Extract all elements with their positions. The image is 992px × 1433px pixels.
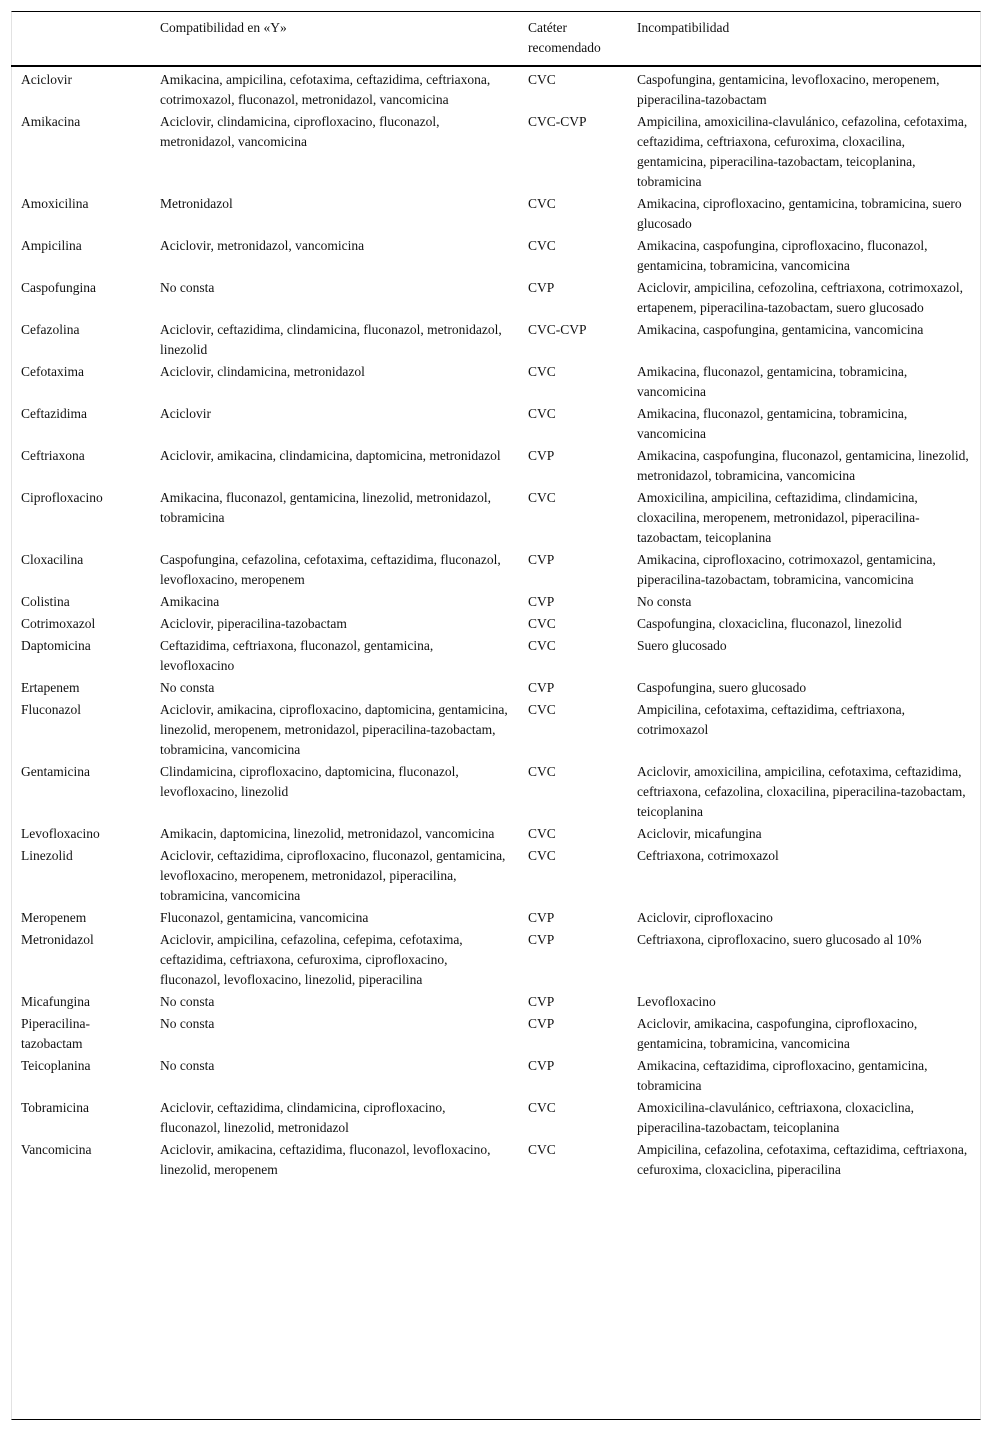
catheter-cell: CVP bbox=[528, 1058, 555, 1073]
incompatibility-cell: Amoxicilina-clavulánico, ceftriaxona, cloxaciclina, piperacilina-tazobactam, teicoplanina bbox=[637, 1100, 915, 1135]
drug-cell: Ceftriaxona bbox=[21, 448, 85, 463]
compatibility-cell: No consta bbox=[160, 994, 215, 1009]
drug-cell: Ciprofloxacino bbox=[21, 490, 103, 505]
incompatibility-cell: Amikacina, ceftazidima, ciprofloxacino, gentamicina, tobramicina bbox=[637, 1058, 928, 1093]
compatibility-cell: Metronidazol bbox=[160, 196, 233, 211]
compatibility-cell: No consta bbox=[160, 680, 215, 695]
table-row bbox=[11, 403, 981, 445]
catheter-cell: CVP bbox=[528, 910, 555, 925]
catheter-cell: CVC bbox=[528, 638, 556, 653]
catheter-cell: CVP bbox=[528, 994, 555, 1009]
table-row bbox=[11, 635, 981, 677]
drug-cell: Daptomicina bbox=[21, 638, 91, 653]
incompatibility-cell: Amikacina, caspofungina, fluconazol, gentamicina, linezolid, metronidazol, tobramicina, vancomicina bbox=[637, 448, 969, 483]
incompatibility-cell: Amikacina, fluconazol, gentamicina, tobramicina, vancomicina bbox=[637, 406, 908, 441]
incompatibility-cell: Amikacina, ciprofloxacino, cotrimoxazol, gentamicina, piperacilina-tazobactam, tobramicina, vancomicina bbox=[637, 552, 936, 587]
table-row bbox=[11, 235, 981, 277]
table-row bbox=[11, 111, 981, 193]
drug-cell: Metronidazol bbox=[21, 932, 94, 947]
table-row bbox=[11, 761, 981, 823]
table-row bbox=[11, 193, 981, 235]
catheter-cell: CVC bbox=[528, 826, 556, 841]
table-header bbox=[11, 12, 981, 66]
drug-cell: Colistina bbox=[21, 594, 70, 609]
table-row bbox=[11, 591, 981, 613]
catheter-cell: CVC bbox=[528, 848, 556, 863]
incompatibility-cell: Caspofungina, gentamicina, levofloxacino, meropenem, piperacilina-tazobactam bbox=[637, 72, 940, 107]
table-row bbox=[11, 677, 981, 699]
catheter-cell: CVC-CVP bbox=[528, 114, 587, 129]
compatibility-cell: Aciclovir, piperacilina-tazobactam bbox=[160, 616, 347, 631]
table-row bbox=[11, 845, 981, 907]
compatibility-cell: Aciclovir, amikacina, ceftazidima, fluconazol, levofloxacino, linezolid, meropenem bbox=[160, 1142, 491, 1177]
incompatibility-cell: Amikacina, caspofungina, gentamicina, vancomicina bbox=[637, 322, 924, 337]
table-row bbox=[11, 1139, 981, 1181]
incompatibility-cell: Suero glucosado bbox=[637, 638, 727, 653]
table-row bbox=[11, 613, 981, 635]
compatibility-cell: Aciclovir, amikacina, ciprofloxacino, daptomicina, gentamicina, linezolid, meropenem, metronidazol, piperacilina-tazobactam, tobramicina, vancomicina bbox=[160, 702, 508, 757]
drug-compatibility-table bbox=[11, 12, 981, 1181]
drug-cell: Aciclovir bbox=[21, 72, 72, 87]
header-row bbox=[11, 12, 981, 66]
table-row bbox=[11, 361, 981, 403]
catheter-cell: CVP bbox=[528, 594, 555, 609]
incompatibility-cell: Amikacina, ciprofloxacino, gentamicina, tobramicina, suero glucosado bbox=[637, 196, 962, 231]
drug-cell: Vancomicina bbox=[21, 1142, 92, 1157]
drug-cell: Micafungina bbox=[21, 994, 90, 1009]
table-row bbox=[11, 699, 981, 761]
drug-cell: Cotrimoxazol bbox=[21, 616, 96, 631]
compatibility-cell: Aciclovir, ceftazidima, ciprofloxacino, fluconazol, gentamicina, levofloxacino, meropenem, metronidazol, piperacilina, tobramicina, vancomicina bbox=[160, 848, 506, 903]
catheter-cell: CVC bbox=[528, 1142, 556, 1157]
drug-cell: Teicoplanina bbox=[21, 1058, 91, 1073]
catheter-cell: CVC bbox=[528, 364, 556, 379]
drug-cell: Tobramicina bbox=[21, 1100, 90, 1115]
drug-cell: Levofloxacino bbox=[21, 826, 100, 841]
drug-cell: Cloxacilina bbox=[21, 552, 84, 567]
drug-cell: Cefazolina bbox=[21, 322, 80, 337]
drug-cell: Cefotaxima bbox=[21, 364, 84, 379]
incompatibility-cell: Aciclovir, ampicilina, cefozolina, ceftriaxona, cotrimoxazol, ertapenem, piperacilina-tazobactam, suero glucosado bbox=[637, 280, 963, 315]
drug-cell: Ceftazidima bbox=[21, 406, 87, 421]
compatibility-cell: No consta bbox=[160, 280, 215, 295]
incompatibility-cell: Amikacina, fluconazol, gentamicina, tobramicina, vancomicina bbox=[637, 364, 908, 399]
compatibility-cell: Aciclovir, ceftazidima, clindamicina, fluconazol, metronidazol, linezolid bbox=[160, 322, 502, 357]
compatibility-cell: Clindamicina, ciprofloxacino, daptomicina, fluconazol, levofloxacino, linezolid bbox=[160, 764, 459, 799]
drug-cell: Piperacilina-tazobactam bbox=[21, 1016, 90, 1051]
compatibility-cell: Aciclovir, clindamicina, ciprofloxacino, fluconazol, metronidazol, vancomicina bbox=[160, 114, 440, 149]
catheter-cell: CVC bbox=[528, 702, 556, 717]
compatibility-cell: Ceftazidima, ceftriaxona, fluconazol, gentamicina, levofloxacino bbox=[160, 638, 434, 673]
compatibility-cell: Amikacina, ampicilina, cefotaxima, ceftazidima, ceftriaxona, cotrimoxazol, fluconazol, metronidazol, vancomicina bbox=[160, 72, 491, 107]
compatibility-cell: Aciclovir, amikacina, clindamicina, daptomicina, metronidazol bbox=[160, 448, 501, 463]
table-row bbox=[11, 1097, 981, 1139]
drug-cell: Gentamicina bbox=[21, 764, 90, 779]
catheter-cell: CVP bbox=[528, 552, 555, 567]
drug-cell: Amoxicilina bbox=[21, 196, 89, 211]
incompatibility-cell: Ceftriaxona, ciprofloxacino, suero glucosado al 10% bbox=[637, 932, 922, 947]
table-row bbox=[11, 907, 981, 929]
compatibility-cell: No consta bbox=[160, 1016, 215, 1031]
incompatibility-cell: Caspofungina, cloxaciclina, fluconazol, linezolid bbox=[637, 616, 902, 631]
catheter-cell: CVC bbox=[528, 196, 556, 211]
catheter-cell: CVC bbox=[528, 72, 556, 87]
compatibility-cell: Aciclovir, ceftazidima, clindamicina, ciprofloxacino, fluconazol, linezolid, metronidazol bbox=[160, 1100, 446, 1135]
incompatibility-cell: Caspofungina, suero glucosado bbox=[637, 680, 807, 695]
drug-cell: Ertapenem bbox=[21, 680, 80, 695]
compatibility-cell: Aciclovir, ampicilina, cefazolina, cefepima, cefotaxima, ceftazidima, ceftriaxona, cefuroxima, ciprofloxacino, fluconazol, levofloxacino, linezolid, piperacilina bbox=[160, 932, 463, 987]
incompatibility-cell: Aciclovir, ciprofloxacino bbox=[637, 910, 773, 925]
drug-cell: Ampicilina bbox=[21, 238, 82, 253]
compatibility-cell: Aciclovir, clindamicina, metronidazol bbox=[160, 364, 365, 379]
table-row bbox=[11, 991, 981, 1013]
table-row bbox=[11, 823, 981, 845]
table-row bbox=[11, 487, 981, 549]
compatibility-cell: Amikacina bbox=[160, 594, 220, 609]
catheter-cell: CVC bbox=[528, 764, 556, 779]
incompatibility-cell: No consta bbox=[637, 594, 692, 609]
catheter-cell: CVC bbox=[528, 1100, 556, 1115]
header-drug bbox=[11, 12, 150, 66]
compatibility-cell: Amikacin, daptomicina, linezolid, metronidazol, vancomicina bbox=[160, 826, 495, 841]
header-catheter: Catéter recomendado bbox=[518, 12, 627, 66]
catheter-cell: CVP bbox=[528, 932, 555, 947]
catheter-cell: CVC-CVP bbox=[528, 322, 587, 337]
incompatibility-cell: Aciclovir, micafungina bbox=[637, 826, 762, 841]
compatibility-cell: No consta bbox=[160, 1058, 215, 1073]
drug-cell: Caspofungina bbox=[21, 280, 96, 295]
catheter-cell: CVC bbox=[528, 238, 556, 253]
catheter-cell: CVC bbox=[528, 406, 556, 421]
table-row bbox=[11, 66, 981, 111]
incompatibility-cell: Ampicilina, amoxicilina-clavulánico, cefazolina, cefotaxima, ceftazidima, ceftriaxona, cefuroxima, cloxacilina, gentamicina, piperacilina-tazobactam, teicoplanina, tobramicina bbox=[637, 114, 968, 189]
table-row bbox=[11, 319, 981, 361]
compatibility-cell: Caspofungina, cefazolina, cefotaxima, ceftazidima, fluconazol, levofloxacino, meropenem bbox=[160, 552, 501, 587]
drug-cell: Linezolid bbox=[21, 848, 73, 863]
compatibility-cell: Aciclovir bbox=[160, 406, 211, 421]
catheter-cell: CVP bbox=[528, 280, 555, 295]
compatibility-cell: Fluconazol, gentamicina, vancomicina bbox=[160, 910, 369, 925]
compatibility-cell: Aciclovir, metronidazol, vancomicina bbox=[160, 238, 365, 253]
table-row bbox=[11, 1013, 981, 1055]
incompatibility-cell: Aciclovir, amikacina, caspofungina, ciprofloxacino, gentamicina, tobramicina, vancomicina bbox=[637, 1016, 918, 1051]
compatibility-cell: Amikacina, fluconazol, gentamicina, linezolid, metronidazol, tobramicina bbox=[160, 490, 492, 525]
drug-cell: Meropenem bbox=[21, 910, 87, 925]
table-row bbox=[11, 277, 981, 319]
table-row bbox=[11, 1055, 981, 1097]
drug-cell: Amikacina bbox=[21, 114, 81, 129]
table-row bbox=[11, 445, 981, 487]
incompatibility-cell: Ceftriaxona, cotrimoxazol bbox=[637, 848, 779, 863]
catheter-cell: CVC bbox=[528, 490, 556, 505]
catheter-cell: CVP bbox=[528, 1016, 555, 1031]
table-row bbox=[11, 549, 981, 591]
table-row bbox=[11, 929, 981, 991]
incompatibility-cell: Levofloxacino bbox=[637, 994, 716, 1009]
table-body bbox=[11, 66, 981, 1181]
catheter-cell: CVC bbox=[528, 616, 556, 631]
catheter-cell: CVP bbox=[528, 448, 555, 463]
incompatibility-cell: Aciclovir, amoxicilina, ampicilina, cefotaxima, ceftazidima, ceftriaxona, cefazolina, cloxacilina, piperacilina-tazobactam, teicoplanina bbox=[637, 764, 966, 819]
drug-cell: Fluconazol bbox=[21, 702, 81, 717]
incompatibility-cell: Ampicilina, cefotaxima, ceftazidima, ceftriaxona, cotrimoxazol bbox=[637, 702, 905, 737]
incompatibility-cell: Amoxicilina, ampicilina, ceftazidima, clindamicina, cloxacilina, meropenem, metronidazol, piperacilina-tazobactam, teicoplanina bbox=[637, 490, 920, 545]
incompatibility-cell: Ampicilina, cefazolina, cefotaxima, ceftazidima, ceftriaxona, cefuroxima, cloxaciclina, piperacilina bbox=[637, 1142, 968, 1177]
header-incompatibility: Incompatibilidad bbox=[627, 12, 981, 66]
incompatibility-cell: Amikacina, caspofungina, ciprofloxacino, fluconazol, gentamicina, tobramicina, vancomicina bbox=[637, 238, 928, 273]
catheter-cell: CVP bbox=[528, 680, 555, 695]
header-compatibility: Compatibilidad en «Y» bbox=[150, 12, 518, 66]
